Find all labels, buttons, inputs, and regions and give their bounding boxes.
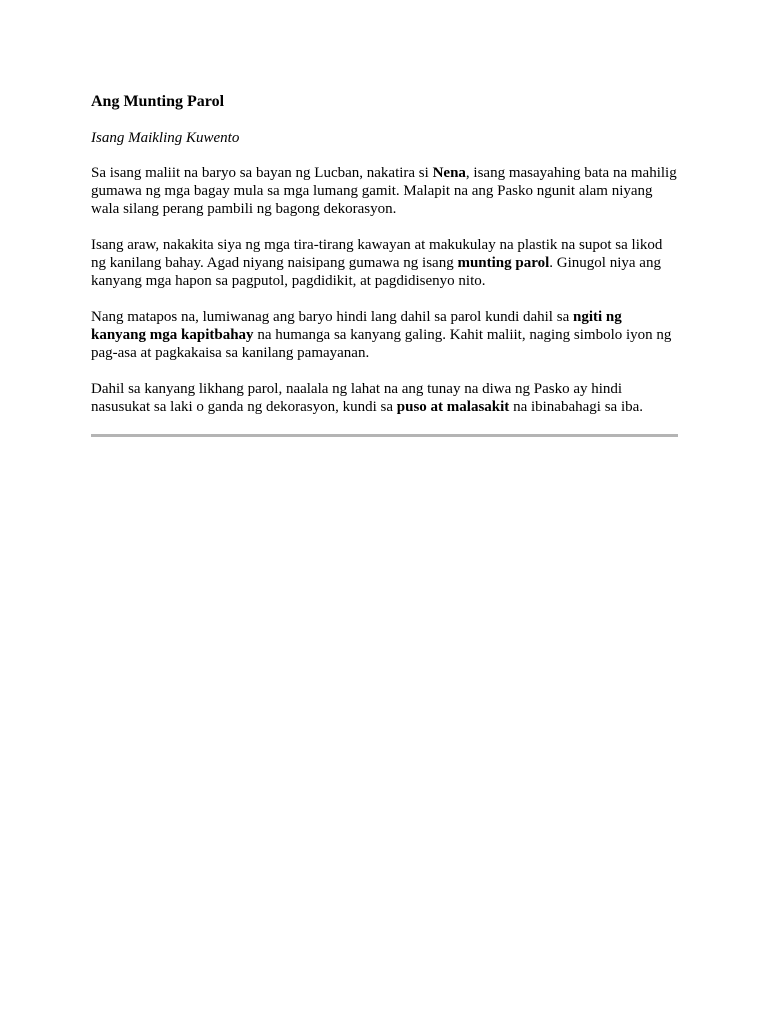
paragraph-4-text-1: Dahil sa kanyang likhang parol, naalala ng lahat na ang tunay na diwa ng Pasko ay hindi nasusukat sa laki o ganda ng dekorasyon, kundi sa [91,381,623,415]
paragraph-4-bold-1: puso at malasakit [396,399,510,415]
paragraph-4-text-2: na ibinabahagi sa iba. [509,399,644,415]
document-body [91,92,678,437]
paragraph-2-text-1: Isang araw, nakakita siya ng mga tira-tirang kawayan at makukulay na plastik na supot sa likod ng kanilang bahay. Agad niyang naisipang gumawa ng isang [91,237,663,271]
paragraph-2-text-2: . Ginugol niya ang kanyang mga hapon sa pagputol, pagdidikit, at pagdidisenyo nito. [91,255,661,289]
paragraph-3-text-2: na humanga sa kanyang galing. Kahit maliit, naging simbolo iyon ng pag-asa at pagkakaisa sa kanilang pamayanan. [91,327,672,361]
paragraph-1-text-1: Sa isang maliit na baryo sa bayan ng Lucban, nakatira si [91,165,433,181]
paragraph-3 [91,308,678,362]
paragraph-3-text-1: Nang matapos na, lumiwanag ang baryo hindi lang dahil sa parol kundi dahil sa [91,309,573,325]
paragraph-3-bold-1: ngiti ng kanyang mga kapitbahay [91,309,622,343]
paragraph-4 [91,380,678,416]
paragraph-1-text-2: , isang masayahing bata na mahilig gumawa ng mga bagay mula sa mga lumang gamit. Malapit na ang Pasko ngunit alam niyang wala silang perang pambili ng bagong dekorasyon. [91,165,677,217]
document-subtitle: Isang Maikling Kuwento [91,130,240,146]
document-title: Ang Munting Parol [91,93,225,110]
paragraph-1-bold-1: Nena [432,165,466,181]
paragraph-2-bold-1: munting parol [457,255,550,271]
paragraph-2 [91,236,678,290]
paragraph-1 [91,164,678,218]
horizontal-rule [91,434,678,437]
